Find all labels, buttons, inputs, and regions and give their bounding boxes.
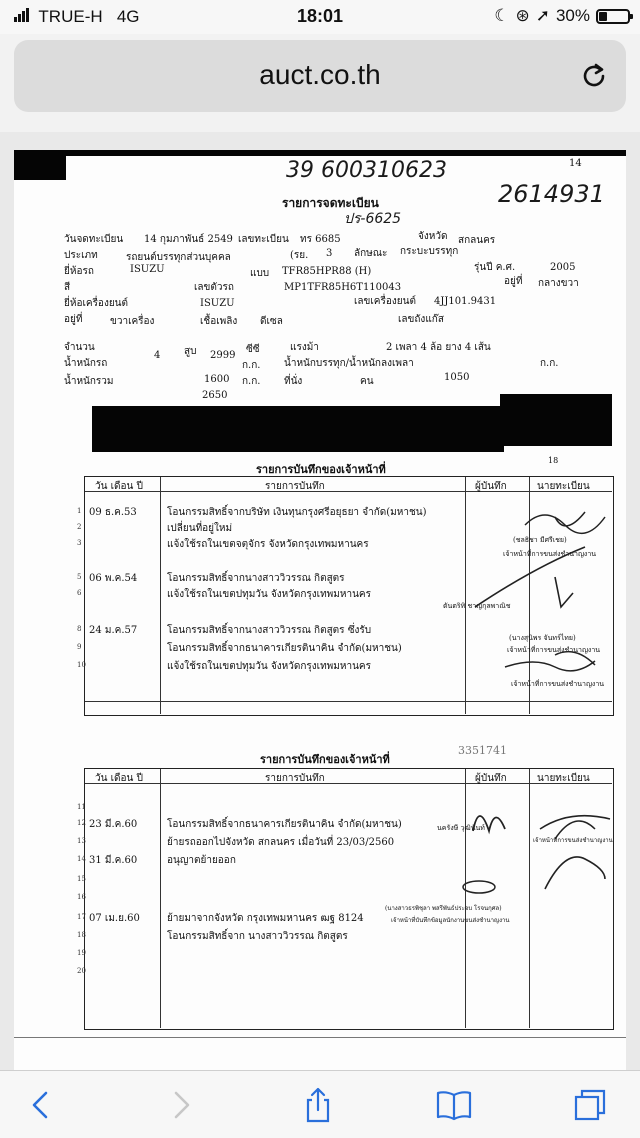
col-header-entry: รายการบันทึก [265,481,325,492]
label-location: อยู่ที่ [64,314,83,325]
entry-text: อนุญาตย้ายออก [167,855,236,866]
battery-icon [596,9,630,24]
label-position: อยู่ที่ [504,276,523,287]
value-reg-no: ทร 6685 [300,234,341,245]
label-hp: แรงม้า [290,342,319,353]
unit-kg-3: ก.ก. [242,376,261,387]
value-engine-no: 4JJ101.9431 [434,296,497,307]
row-number: 18 [77,931,86,939]
section1-title: รายการบันทึกของเจ้าหน้าที่ [256,463,386,476]
entry-text: เปลี่ยนที่อยู่ใหม่ [167,523,233,534]
label-year: รุ่นปี ค.ศ. [474,262,516,273]
tabs-icon[interactable] [570,1085,610,1125]
label-rs: (รย. [290,250,309,261]
value-type: รถยนต์บรรทุกส่วนบุคคล [126,252,231,263]
label-chassis: เลขตัวรถ [194,282,234,293]
row-number: 8 [77,625,82,633]
label-car-weight: น้ำหนักรถ [64,358,108,369]
signer-name: (นางสาวธรพิชุลา พสรีพันธ์ประจบ โรจนกุศล) [385,905,502,912]
entry-text: โอนกรรมสิทธิ์จากนางสาววิวรรณ กิตสูตร [167,573,345,584]
value-car-weight: 1600 [204,374,230,385]
label-seats: ที่นั่ง [284,376,303,387]
section2-title: รายการบันทึกของเจ้าหน้าที่ [260,753,390,766]
scan-edge-corner [14,150,66,180]
row-number: 6 [77,589,82,597]
label-engine-brand: ยี่ห้อเครื่องยนต์ [64,298,129,309]
value-char: กระบะบรรทุก [400,246,459,257]
signer-name: (นางสุนิพร จันทร์ไทย) [509,634,576,642]
row-number: 1 [77,507,82,515]
handwritten-code: ปร-6625 [344,211,402,227]
share-icon[interactable] [298,1085,338,1125]
label-engine-no: เลขเครื่องยนต์ [354,296,416,307]
label-brand: ยี่ห้อรถ [64,266,94,277]
value-axles: 2 เพลา 4 ล้อ ยาง 4 เส้น [386,342,491,353]
handwritten-number: 39 600310623 [286,158,447,183]
signer-name: (ชลธิชา มีศรีเชย) [513,536,567,544]
doc-title: รายการจดทะเบียน [282,196,379,210]
row-number: 9 [77,643,82,651]
page-content [0,132,640,1070]
value-brand: ISUZU [130,264,165,275]
signer-name: ตันตริทิ ชาญกุลพาณิช [443,602,511,610]
redaction-box [500,394,612,446]
value-chassis: MP1TFR85H6T110043 [284,282,402,293]
label-cc: ซีซี [246,344,260,355]
row-number: 12 [77,819,86,827]
row-number: 13 [77,837,86,845]
corner-number: 14 [569,158,582,169]
value-rs: 3 [326,248,333,259]
row-number: 2 [77,523,82,531]
status-right [494,6,630,26]
entry-text: โอนกรรมสิทธิ์จากธนาคารเกียรตินาคิน จำกัด(มหาชน) [167,643,402,654]
row-number: 11 [77,803,86,811]
label-cyl: สูบ [184,346,197,357]
value-reg-date: 14 กุมภาพันธ์ 2549 [144,234,233,245]
label-total-weight: น้ำหนักรวม [64,376,114,387]
value-location: ขวาเครื่อง [110,316,155,327]
label-gas: เลขถังแก๊ส [398,314,444,325]
label-color: สี [64,282,71,293]
label-char: ลักษณะ [354,248,388,259]
unit-kg-2: ก.ก. [540,358,559,369]
next-page-edge [14,1037,626,1070]
value-model: TFR85HPR88 (H) [282,266,372,277]
forward-icon[interactable] [160,1085,200,1125]
label-fuel: เชื้อเพลิง [200,316,238,327]
section2-table [77,768,614,1030]
unit-kg-1: ก.ก. [242,360,261,371]
entry-date: 06 พ.ค.54 [89,573,138,584]
scanned-document [14,150,626,1040]
entry-text: ย้ายมาจากจังหวัด กรุงเทพมหานคร ฒฐ 8124 [167,913,364,924]
unit-seats: คน [360,376,374,387]
col-header-registrar: นายทะเบียน [537,773,590,784]
entry-date: 24 ม.ค.57 [89,625,138,636]
row-number: 19 [77,949,86,957]
row-number: 5 [77,573,82,581]
status-bar [0,0,640,34]
entry-date: 07 เม.ย.60 [89,913,140,924]
value-year: 2005 [550,262,576,273]
section1-table [77,476,614,716]
entry-text: โอนกรรมสิทธิ์จากบริษัท เงินทุนกรุงศรีอยุธยา จำกัด(มหาชน) [167,507,427,518]
redaction-box [92,406,504,452]
rotation-lock-icon: ⊛ [515,6,530,25]
row-number: 3 [77,539,82,547]
status-time: 18:01 [296,6,344,26]
location-icon: ➚ [535,6,550,25]
col-header-recorder: ผู้บันทึก [475,773,507,784]
url-text[interactable]: auct.co.th [259,59,381,90]
value-load-weight: 1050 [444,372,470,383]
label-load-weight: น้ำหนักบรรทุก/น้ำหนักลงเพลา [284,358,414,369]
row-number: 20 [77,967,86,975]
row-number: 17 [77,913,86,921]
entry-date: 09 ธ.ค.53 [89,507,137,518]
bottom-toolbar [0,1070,640,1138]
entry-text: แจ้งใช้รถในเขตจตุจักร จังหวัดกรุงเทพมหานคร [167,539,369,550]
handwritten-ref: 2614931 [498,180,605,208]
value-position: กลางขวา [538,278,579,289]
col-header-date: วัน เดือน ปี [95,773,143,784]
carrier-name: TRUE-H [38,7,103,26]
back-icon[interactable] [22,1085,62,1125]
label-reg-date: วันจดทะเบียน [64,234,124,245]
row-number: 16 [77,893,86,901]
col-header-date: วัน เดือน ปี [95,481,143,492]
signer-title: เจ้าหน้าที่บันทึกข้อมูลนักงานขนส่งชำนาญงาน [391,917,510,924]
moon-icon: ☾ [494,6,510,25]
entry-text: แจ้งใช้รถในเขตปทุมวัน จังหวัดกรุงเทพมหานคร [167,661,371,672]
value-count: 4 [154,350,161,361]
row-number: 15 [77,875,86,883]
label-reg-no: เลขทะเบียน [238,234,289,245]
scan-edge [14,150,626,156]
reload-icon[interactable] [582,62,608,95]
signer-title: เจ้าหน้าที่การขนส่งชำนาญงาน [511,680,605,688]
entry-text: โอนกรรมสิทธิ์จากนางสาววิวรรณ กิตสูตร ซึ่งรับ [167,625,372,636]
bookmarks-icon[interactable] [434,1085,474,1125]
entry-date: 31 มี.ค.60 [89,855,138,866]
entry-text: โอนกรรมสิทธิ์จากธนาคารเกียรตินาคิน จำกัด(มหาชน) [167,819,402,830]
signature-marks [85,769,615,1031]
signer-title: เจ้าหน้าที่การขนส่งชำนาญงาน [503,550,597,558]
label-count: จำนวน [64,342,95,353]
battery-percent: 30% [555,6,590,25]
label-model: แบบ [250,268,270,279]
signer-title: เจ้าหน้าที่การขนส่งชำนาญงาน [507,646,601,654]
signature-marks [85,477,615,717]
section2-stamp: 3351741 [458,744,507,757]
entry-text: โอนกรรมสิทธิ์จาก นางสาววิวรรณ กิตสูตร [167,931,348,942]
value-fuel: ดีเซล [260,316,283,327]
row-number: 10 [77,661,86,669]
section1-page: 18 [548,456,559,465]
entry-text: แจ้งใช้รถในเขตปทุมวัน จังหวัดกรุงเทพมหานคร [167,589,371,600]
row-number: 14 [77,855,86,863]
col-header-entry: รายการบันทึก [265,773,325,784]
network-type: 4G [116,7,140,26]
label-province: จังหวัด [418,231,448,242]
value-cc: 2999 [210,350,236,361]
col-header-registrar: นายทะเบียน [537,481,590,492]
address-bar[interactable] [14,40,626,112]
label-type: ประเภท [64,250,98,261]
value-engine-brand: ISUZU [200,298,235,309]
signer-title: เจ้าหน้าที่การขนส่งชำนาญงาน [533,837,613,844]
value-province: สกลนคร [458,235,496,246]
value-total-weight: 2650 [202,390,228,401]
entry-text: ย้ายรถออกไปจังหวัด สกลนคร เมื่อวันที่ 23/03/2560 [167,837,395,848]
col-header-recorder: ผู้บันทึก [475,481,507,492]
signer-name: นครังษี วุฒินันท์ [437,824,485,832]
entry-date: 23 มี.ค.60 [89,819,138,830]
